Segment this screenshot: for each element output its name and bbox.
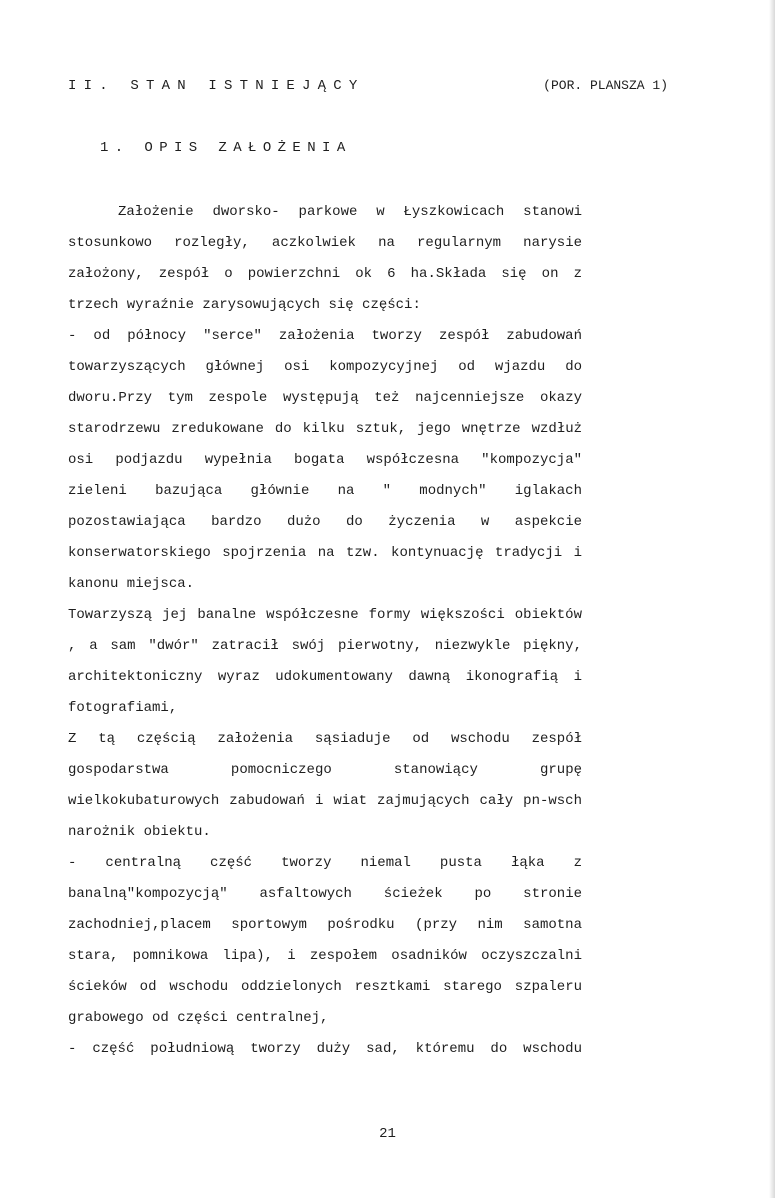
text-line: osi podjazdu wypełnia bogata współczesna "kompozycja" [68, 452, 582, 468]
section-title: 1. OPIS ZAŁOŻENIA [100, 140, 352, 156]
text-line: zieleni bazująca głównie na " modnych" iglakach [68, 483, 582, 499]
text-line: Towarzyszą jej banalne współczesne formy większości obiektów [68, 607, 582, 623]
text-line: założony, zespół o powierzchni ok 6 ha.Składa się on z [68, 266, 582, 282]
text-line: wielkokubaturowych zabudowań i wiat zajmujących cały pn-wsch [68, 793, 582, 809]
text-line: - centralną część tworzy niemal pusta łąka z [68, 855, 582, 871]
text-line: ścieków od wschodu oddzielonych resztkami starego szpaleru [68, 979, 582, 995]
text-line: , a sam "dwór" zatracił swój pierwotny, niezwykle piękny, [68, 638, 582, 654]
text-line: architektoniczny wyraz udokumentowany dawną ikonografią i [68, 669, 582, 685]
plate-reference: (POR. PLANSZA 1) [543, 78, 668, 93]
text-line: narożnik obiektu. [68, 824, 211, 840]
text-line: gospodarstwa pomocniczego stanowiący grupę [68, 762, 582, 778]
text-line: pozostawiająca bardzo dużo do życzenia w aspekcie [68, 514, 582, 530]
text-line: - część południową tworzy duży sad, któremu do wschodu [68, 1041, 582, 1057]
body-text [68, 197, 582, 1065]
chapter-title: II. STAN ISTNIEJĄCY [68, 78, 365, 94]
text-line: trzech wyraźnie zarysowujących się części: [68, 297, 421, 313]
text-line: kanonu miejsca. [68, 576, 195, 592]
text-line: zachodniej,placem sportowym pośrodku (przy nim samotna [68, 917, 582, 933]
page-number: 21 [379, 1126, 396, 1142]
text-line: - od północy "serce" założenia tworzy zespół zabudowań [68, 328, 582, 344]
text-line: dworu.Przy tym zespole występują też najcenniejsze okazy [68, 390, 582, 406]
text-line: stosunkowo rozległy, aczkolwiek na regularnym narysie [68, 235, 582, 251]
text-line: starodrzewu zredukowane do kilku sztuk, jego wnętrze wzdłuż [68, 421, 582, 437]
chapter-header [68, 78, 668, 98]
page-edge-shadow [769, 0, 775, 1198]
text-line: Z tą częścią założenia sąsiaduje od wschodu zespół [68, 731, 582, 747]
text-line: konserwatorskiego spojrzenia na tzw. kontynuację tradycji i [68, 545, 582, 561]
text-line: Założenie dworsko- parkowe w Łyszkowicach stanowi [118, 204, 582, 220]
text-line: stara, pomnikowa lipa), i zespołem osadników oczyszczalni [68, 948, 582, 964]
text-line: fotografiami, [68, 700, 178, 716]
text-line: banalną"kompozycją" asfaltowych ścieżek po stronie [68, 886, 582, 902]
text-line: towarzyszących głównej osi kompozycyjnej od wjazdu do [68, 359, 582, 375]
text-line: grabowego od części centralnej, [68, 1010, 329, 1026]
